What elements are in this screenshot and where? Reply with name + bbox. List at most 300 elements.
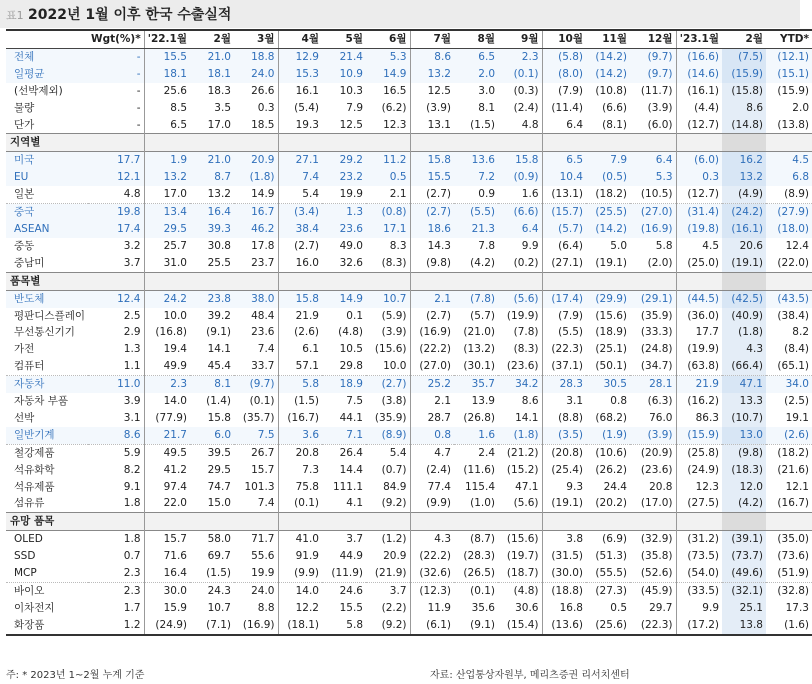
section-fill (498, 513, 542, 531)
cell-value: (73.5) (676, 548, 722, 565)
cell-value: (0.1) (454, 583, 498, 600)
row-label: 전체 (6, 48, 88, 65)
cell-value: 15.8 (278, 290, 322, 307)
cell-value: 3.5 (214, 101, 231, 114)
cell-value: 91.9 (278, 548, 322, 565)
cell-value: 12.3 (676, 479, 722, 496)
cell-value: 1.8 (88, 531, 144, 548)
cell-value: 6.5 (454, 48, 498, 65)
cell-value: 8.6 (521, 395, 539, 408)
row-label: 단가 (14, 118, 35, 131)
cell-value: (2.2) (381, 601, 407, 614)
section-fill (410, 134, 454, 152)
cell-value: 3.6 (278, 427, 322, 444)
cell-value: 71.6 (144, 548, 190, 565)
cell-value: (8.3) (513, 343, 539, 356)
cell-value: 10.4 (542, 169, 586, 186)
table-row (6, 290, 812, 307)
cell-value: (16.2) (676, 393, 722, 410)
table-row (6, 152, 812, 169)
cell-value: (15.9) (676, 427, 722, 444)
cell-value: 15.9 (144, 600, 190, 617)
section-fill (366, 272, 410, 290)
cell-value: 8.2 (792, 326, 809, 339)
cell-value: (16.6) (676, 48, 722, 65)
cell-value: 29.8 (339, 360, 363, 373)
cell-value: 8.6 (722, 100, 766, 117)
cell-value: 2.9 (123, 326, 141, 339)
cell-value: (25.8) (676, 444, 722, 461)
section-fill (88, 134, 144, 152)
cell-value: (0.5) (586, 169, 630, 186)
cell-value: (11.9) (331, 567, 363, 580)
cell-value: 12.1 (785, 480, 809, 493)
cell-value: 5.9 (88, 444, 144, 461)
section-fill (88, 513, 144, 531)
cell-value: (22.3) (542, 341, 586, 358)
cell-value: 35.6 (471, 601, 495, 614)
cell-value: 4.5 (766, 152, 812, 169)
cell-value: 4.8 (521, 118, 539, 131)
cell-value: 3.1 (123, 411, 141, 424)
cell-value: 5.4 (366, 444, 410, 461)
cell-value: (12.1) (766, 48, 812, 65)
section-fill (410, 272, 454, 290)
cell-value: 1.8 (123, 497, 141, 510)
column-header: 10월 (542, 30, 586, 48)
cell-value: (6.4) (542, 238, 586, 255)
cell-value: (15.8) (722, 83, 766, 100)
cell-value: 18.6 (410, 221, 454, 238)
cell-value: 49.0 (339, 239, 363, 252)
section-fill (190, 272, 234, 290)
cell-value: - (136, 84, 141, 97)
cell-value: 38.0 (234, 290, 278, 307)
section-row (6, 513, 812, 531)
column-header: '22.1월 (144, 30, 190, 48)
table-row (6, 410, 812, 427)
cell-value: 10.7 (366, 290, 410, 307)
cell-value: (5.9) (381, 309, 407, 322)
column-header: 9월 (498, 30, 542, 48)
cell-value: 29.5 (144, 221, 190, 238)
cell-value: 18.1 (190, 66, 234, 83)
cell-value: (23.6) (640, 463, 673, 476)
cell-value: (17.4) (542, 290, 586, 307)
cell-value: (4.9) (722, 186, 766, 203)
cell-value: (18.7) (506, 567, 539, 580)
cell-value: (2.7) (410, 308, 454, 325)
cell-value: (3.5) (542, 427, 586, 444)
cell-value: 13.8 (722, 617, 766, 635)
cell-value: 13.2 (207, 188, 231, 201)
table-row (6, 358, 812, 375)
section-fill (676, 272, 722, 290)
export-table (6, 29, 812, 636)
section-fill (542, 513, 586, 531)
cell-value: 15.0 (207, 497, 231, 510)
cell-value: (26.8) (463, 411, 495, 424)
cell-value: 0.8 (610, 395, 627, 408)
cell-value: (25.0) (676, 255, 722, 272)
cell-value: 7.3 (278, 462, 322, 479)
cell-value: 2.1 (389, 188, 407, 201)
cell-value: (18.2) (595, 188, 627, 201)
cell-value: (65.1) (777, 360, 809, 373)
cell-value: 24.2 (144, 290, 190, 307)
cell-value: 8.8 (257, 601, 275, 614)
cell-value: (3.9) (410, 100, 454, 117)
cell-value: (25.4) (542, 462, 586, 479)
cell-value: 15.3 (278, 66, 322, 83)
section-fill (454, 513, 498, 531)
cell-value: (24.9) (144, 617, 190, 635)
cell-value: 8.7 (190, 169, 234, 186)
cell-value: (18.1) (278, 617, 322, 635)
cell-value: 17.7 (88, 152, 144, 169)
section-row (6, 134, 812, 152)
cell-value: 9.3 (542, 479, 586, 496)
cell-value: 6.5 (144, 117, 190, 134)
table-row (6, 444, 812, 461)
cell-value: 8.5 (144, 100, 190, 117)
cell-value: (10.8) (595, 84, 627, 97)
cell-value: (26.2) (595, 463, 627, 476)
cell-value: (9.7) (630, 48, 676, 65)
cell-value: 13.6 (454, 152, 498, 169)
cell-value: 75.8 (278, 479, 322, 496)
section-fill (234, 134, 278, 152)
cell-value: 84.9 (383, 480, 407, 493)
table-row (6, 100, 812, 117)
cell-value: 44.1 (339, 411, 363, 424)
table-row (6, 341, 812, 358)
section-fill (366, 513, 410, 531)
table-row (6, 204, 812, 221)
cell-value: 0.3 (257, 101, 275, 114)
section-fill (190, 134, 234, 152)
cell-value: 26.4 (322, 444, 366, 461)
cell-value: 14.9 (322, 290, 366, 307)
cell-value: 16.2 (722, 152, 766, 169)
cell-value: (5.6) (513, 497, 539, 510)
cell-value: 57.1 (278, 358, 322, 375)
row-label: 미국 (6, 152, 88, 169)
cell-value: (15.9) (777, 84, 809, 97)
cell-value: 111.1 (332, 480, 363, 493)
section-fill (542, 272, 586, 290)
cell-value: 2.0 (454, 66, 498, 83)
cell-value: 47.1 (515, 480, 539, 493)
row-label: 화장품 (6, 617, 88, 635)
cell-value: 7.9 (346, 101, 363, 114)
cell-value: 21.9 (676, 376, 722, 393)
cell-value: 4.5 (676, 238, 722, 255)
cell-value: 1.1 (123, 360, 141, 373)
cell-value: 17.3 (785, 601, 809, 614)
cell-value: 15.7 (144, 531, 190, 548)
cell-value: 7.8 (478, 239, 495, 252)
cell-value: (1.5) (470, 118, 495, 131)
row-label: 중국 (6, 204, 88, 221)
table-row (6, 462, 812, 479)
cell-value: (1.9) (586, 427, 630, 444)
cell-value: 18.3 (207, 84, 231, 97)
cell-value: 23.8 (190, 290, 234, 307)
cell-value: (35.8) (640, 550, 673, 563)
row-label: (선박제외) (14, 84, 63, 97)
cell-value: 26.7 (234, 444, 278, 461)
section-fill (766, 513, 812, 531)
cell-value: (4.2) (470, 256, 495, 269)
cell-value: (35.9) (640, 309, 673, 322)
cell-value: (50.1) (595, 360, 627, 373)
row-label: 바이오 (6, 583, 88, 600)
cell-value: (3.9) (647, 101, 673, 114)
cell-value: (30.0) (542, 565, 586, 582)
cell-value: 19.3 (278, 117, 322, 134)
cell-value: (2.7) (278, 238, 322, 255)
cell-value: 25.7 (144, 238, 190, 255)
cell-value: (12.7) (676, 186, 722, 203)
cell-value: 1.7 (123, 601, 141, 614)
cell-value: (5.5) (542, 324, 586, 341)
cell-value: (9.2) (366, 617, 410, 635)
cell-value: - (136, 101, 141, 114)
cell-value: (20.2) (595, 497, 627, 510)
cell-value: - (136, 118, 141, 131)
cell-value: 97.4 (144, 479, 190, 496)
cell-value: 10.5 (339, 343, 363, 356)
cell-value: (77.9) (144, 410, 190, 427)
cell-value: 16.8 (542, 600, 586, 617)
cell-value: (11.4) (542, 100, 586, 117)
cell-value: (6.3) (647, 395, 673, 408)
row-label: 일평균 (6, 66, 88, 83)
cell-value: (34.7) (640, 360, 673, 373)
cell-value: 1.6 (454, 427, 498, 444)
column-header: 6월 (366, 30, 410, 48)
cell-value: (32.8) (766, 583, 812, 600)
cell-value: 7.5 (346, 395, 363, 408)
section-fill (366, 134, 410, 152)
cell-value: (1.4) (206, 395, 231, 408)
table-row (6, 479, 812, 496)
cell-value: 8.1 (478, 101, 495, 114)
section-fill (454, 272, 498, 290)
table-title: 2022년 1월 이후 한국 수출실적 (28, 7, 232, 23)
table-row (6, 324, 812, 341)
cell-value: 23.7 (251, 256, 275, 269)
section-fill (676, 513, 722, 531)
column-header: 3월 (234, 30, 278, 48)
cell-value: 0.3 (676, 169, 722, 186)
cell-value: (2.7) (410, 186, 454, 203)
row-label: 물량 (14, 101, 35, 114)
cell-value: 21.9 (278, 308, 322, 325)
cell-value: 28.3 (542, 376, 586, 393)
cell-value: 5.8 (322, 617, 366, 635)
cell-value: 25.2 (410, 376, 454, 393)
table-row (6, 565, 812, 582)
cell-value: (24.8) (640, 343, 673, 356)
cell-value: 29.5 (207, 463, 231, 476)
cell-value: 1.3 (322, 204, 366, 221)
cell-value: 2.1 (410, 393, 454, 410)
cell-value: (16.7) (777, 497, 809, 510)
cell-value: 18.1 (144, 66, 190, 83)
cell-value: (12.7) (676, 117, 722, 134)
cell-value: 49.5 (144, 444, 190, 461)
cell-value: (4.2) (722, 495, 766, 512)
cell-value: (36.0) (676, 308, 722, 325)
cell-value: (6.1) (410, 617, 454, 635)
cell-value: 6.4 (498, 221, 542, 238)
cell-value: 7.9 (586, 152, 630, 169)
cell-value: (8.9) (366, 427, 410, 444)
table-row (6, 186, 812, 203)
section-fill (454, 134, 498, 152)
cell-value: 27.1 (278, 152, 322, 169)
cell-value: 14.0 (278, 583, 322, 600)
cell-value: 25.1 (722, 600, 766, 617)
cell-value: 12.4 (88, 290, 144, 307)
cell-value: (66.4) (722, 358, 766, 375)
cell-value: (35.7) (242, 411, 275, 424)
cell-value: 2.1 (410, 290, 454, 307)
cell-value: (27.5) (676, 495, 722, 512)
cell-value: (30.1) (463, 360, 495, 373)
table-row (6, 308, 812, 325)
cell-value: (0.3) (513, 84, 539, 97)
section-fill (722, 272, 766, 290)
cell-value: (2.4) (513, 101, 539, 114)
cell-value: 3.8 (542, 531, 586, 548)
cell-value: (54.0) (676, 565, 722, 582)
row-label: EU (6, 169, 88, 186)
cell-value: 7.4 (257, 343, 275, 356)
table-row (6, 83, 812, 100)
cell-value: (17.2) (676, 617, 722, 635)
cell-value: 15.5 (410, 169, 454, 186)
cell-value: 5.3 (366, 48, 410, 65)
cell-value: (9.8) (722, 444, 766, 461)
cell-value: 8.1 (190, 376, 234, 393)
cell-value: 2.0 (792, 101, 809, 114)
cell-value: (8.3) (381, 256, 407, 269)
column-header: 2월 (722, 30, 766, 48)
cell-value: 18.9 (322, 376, 366, 393)
cell-value: 3.7 (366, 583, 410, 600)
cell-value: (20.9) (630, 444, 676, 461)
cell-value: (5.6) (498, 290, 542, 307)
cell-value: 16.4 (190, 204, 234, 221)
cell-value: 12.4 (785, 239, 809, 252)
cell-value: (7.5) (722, 48, 766, 65)
cell-value: 55.6 (251, 550, 275, 563)
cell-value: (73.6) (777, 550, 809, 563)
section-fill (410, 513, 454, 531)
cell-value: (63.8) (676, 358, 722, 375)
cell-value: 1.6 (521, 188, 539, 201)
cell-value: (27.0) (410, 358, 454, 375)
cell-value: (18.3) (722, 462, 766, 479)
cell-value: 33.7 (251, 360, 275, 373)
cell-value: (15.6) (498, 531, 542, 548)
cell-value: (27.0) (630, 204, 676, 221)
column-header: 11월 (586, 30, 630, 48)
row-label: 중동 (14, 239, 35, 252)
cell-value: 8.2 (123, 463, 141, 476)
section-fill (234, 513, 278, 531)
cell-value: (22.2) (410, 548, 454, 565)
cell-value: 20.8 (649, 480, 673, 493)
cell-value: (8.7) (454, 531, 498, 548)
cell-value: (6.6) (602, 101, 627, 114)
cell-value: 14.3 (410, 238, 454, 255)
cell-value: 39.2 (207, 309, 231, 322)
section-fill (766, 134, 812, 152)
cell-value: 13.0 (722, 427, 766, 444)
section-fill (630, 134, 676, 152)
cell-value: 17.0 (144, 186, 190, 203)
cell-value: 44.9 (339, 550, 363, 563)
row-label: 선박 (14, 411, 35, 424)
column-header (6, 30, 88, 48)
table-row (6, 221, 812, 238)
cell-value: (9.1) (454, 617, 498, 635)
row-label: SSD (14, 550, 36, 563)
table-row (6, 66, 812, 83)
cell-value: 45.4 (207, 360, 231, 373)
cell-value: 4.1 (346, 497, 363, 510)
cell-value: (15.9) (722, 66, 766, 83)
cell-value: (2.4) (410, 462, 454, 479)
cell-value: 12.5 (410, 83, 454, 100)
cell-value: (1.8) (498, 427, 542, 444)
cell-value: (52.6) (640, 567, 673, 580)
table-row (6, 48, 812, 65)
cell-value: 18.5 (251, 118, 275, 131)
cell-value: 5.0 (610, 239, 627, 252)
section-fill (722, 134, 766, 152)
cell-value: (7.8) (513, 326, 539, 339)
cell-value: 22.0 (144, 495, 190, 512)
cell-value: 9.1 (123, 480, 141, 493)
cell-value: (25.6) (586, 617, 630, 635)
cell-value: 16.0 (278, 255, 322, 272)
cell-value: 30.5 (586, 376, 630, 393)
cell-value: (6.2) (381, 101, 407, 114)
cell-value: 5.8 (278, 376, 322, 393)
cell-value: (27.1) (542, 255, 586, 272)
cell-value: (0.1) (498, 66, 542, 83)
cell-value: 14.1 (515, 411, 539, 424)
cell-value: (14.8) (722, 117, 766, 134)
cell-value: (8.8) (542, 410, 586, 427)
cell-value: 17.8 (251, 239, 275, 252)
cell-value: (49.6) (722, 565, 766, 582)
cell-value: (31.5) (542, 548, 586, 565)
cell-value: 71.7 (234, 531, 278, 548)
cell-value: 0.5 (366, 169, 410, 186)
cell-value: (5.8) (542, 48, 586, 65)
cell-value: 23.6 (251, 326, 275, 339)
cell-value: (19.9) (506, 309, 539, 322)
cell-value: 30.8 (207, 239, 231, 252)
cell-value: (25.5) (586, 204, 630, 221)
cell-value: 3.0 (478, 84, 495, 97)
